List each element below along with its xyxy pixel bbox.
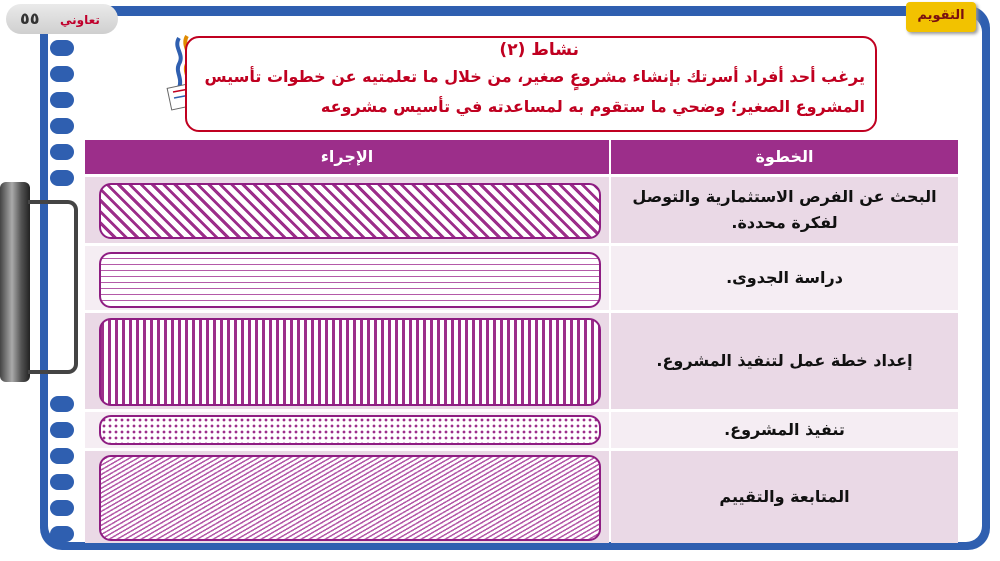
binder-ring [50, 170, 74, 186]
activity-box [185, 36, 877, 132]
table-row [85, 451, 958, 543]
step-cell: البحث عن الفرص الاستثمارية والتوصل لفكرة محددة. [611, 177, 958, 243]
step-cell: المتابعة والتقييم [611, 451, 958, 543]
binder-ring [50, 396, 74, 412]
procedure-cell [85, 412, 609, 448]
table-row [85, 246, 958, 310]
step-cell: دراسة الجدوى. [611, 246, 958, 310]
answer-box[interactable] [99, 318, 601, 406]
procedure-cell [85, 246, 609, 310]
binder-ring [50, 500, 74, 516]
binder-ring [50, 474, 74, 490]
procedure-cell [85, 177, 609, 243]
step-cell: تنفيذ المشروع. [611, 412, 958, 448]
answer-box[interactable] [99, 252, 601, 308]
binder-ring [50, 40, 74, 56]
activity-title: نشاط (٢) [499, 40, 579, 60]
procedure-cell [85, 313, 609, 409]
binder-ring [50, 66, 74, 82]
page-label: تعاوني [60, 13, 100, 27]
section-tab[interactable]: التقويم [906, 2, 976, 32]
table-row [85, 313, 958, 409]
page-number-tab [6, 4, 118, 34]
binder-ring [50, 144, 74, 160]
binder-ring [50, 526, 74, 542]
binder-ring [50, 448, 74, 464]
answer-box[interactable] [99, 415, 601, 445]
answer-box[interactable] [99, 455, 601, 541]
step-cell: إعداد خطة عمل لتنفيذ المشروع. [611, 313, 958, 409]
column-header-procedure: الإجراء [85, 140, 609, 174]
activity-text: يرغب أحد أفراد أسرتك بإنشاء مشروعٍ صغير، من خلال ما تعلمتيه عن خطوات تأسيس المشروع الصغير؛ وضحي ما ستقوم به لمساعدته في تأسيس مشروعه [204, 67, 865, 116]
binder-clip [0, 182, 30, 382]
binder-ring [50, 92, 74, 108]
procedure-cell [85, 451, 609, 543]
binder-ring [50, 422, 74, 438]
column-header-step: الخطوة [611, 140, 958, 174]
table-row [85, 412, 958, 448]
page-number: ٥٥ [20, 9, 40, 28]
answer-box[interactable] [99, 183, 601, 239]
binder-clip-arm [28, 200, 78, 374]
binder-ring [50, 118, 74, 134]
table-row [85, 177, 958, 243]
